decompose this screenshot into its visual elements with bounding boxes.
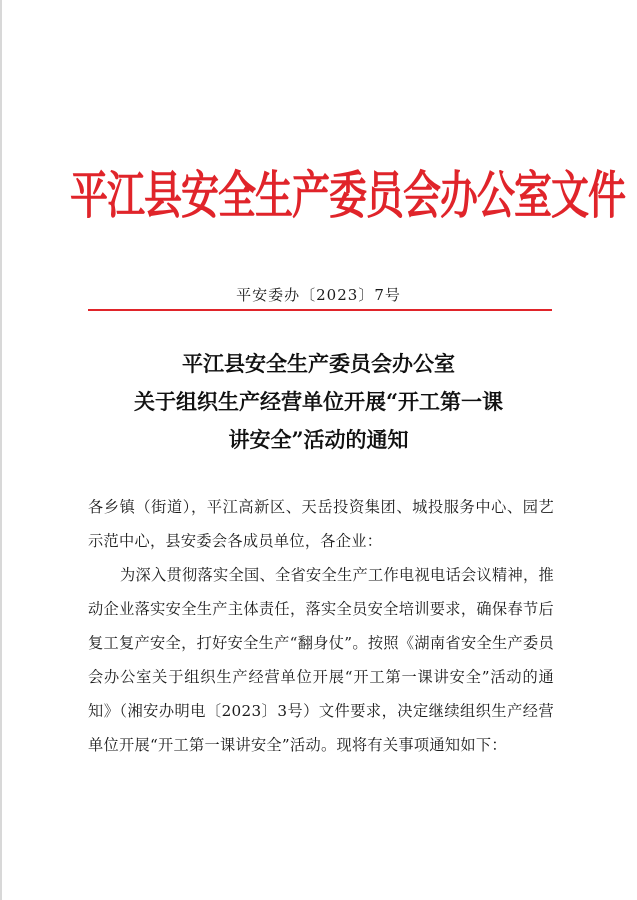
addressee-paragraph: 各乡镇（街道），平江高新区、天岳投资集团、城投服务中心、园艺示范中心，县安委会各成员单位，各企业： <box>88 498 554 550</box>
title-line-3: 讲安全”活动的通知 <box>228 427 409 452</box>
document-masthead: 平江县安全生产委员会办公室文件 <box>70 164 626 225</box>
body-paragraph-1: 为深入贯彻落实全国、全省安全生产工作电视电话会议精神，推动企业落实安全生产主体责任，落实全员安全培训要求，确保春节后复工复产安全，打好安全生产“翻身仗”。按照《湖南省安全生产委员会办公室关于组织生产经营单位开展“开工第一课讲安全”活动的通知》（湘安办明电〔2023〕3号）文件要求，决定继续组织生产经营单位开展“开工第一课讲安全”活动。现将有关事项通知如下： <box>88 566 554 754</box>
title-line-2: 关于组织生产经营单位开展“开工第一课 <box>133 389 504 414</box>
title-line-1: 平江县安全生产委员会办公室 <box>182 351 455 376</box>
red-separator-line <box>88 309 552 311</box>
document-number: 平安委办〔2023〕7号 <box>236 286 401 304</box>
document-body <box>88 490 554 762</box>
notice-title <box>0 345 637 459</box>
